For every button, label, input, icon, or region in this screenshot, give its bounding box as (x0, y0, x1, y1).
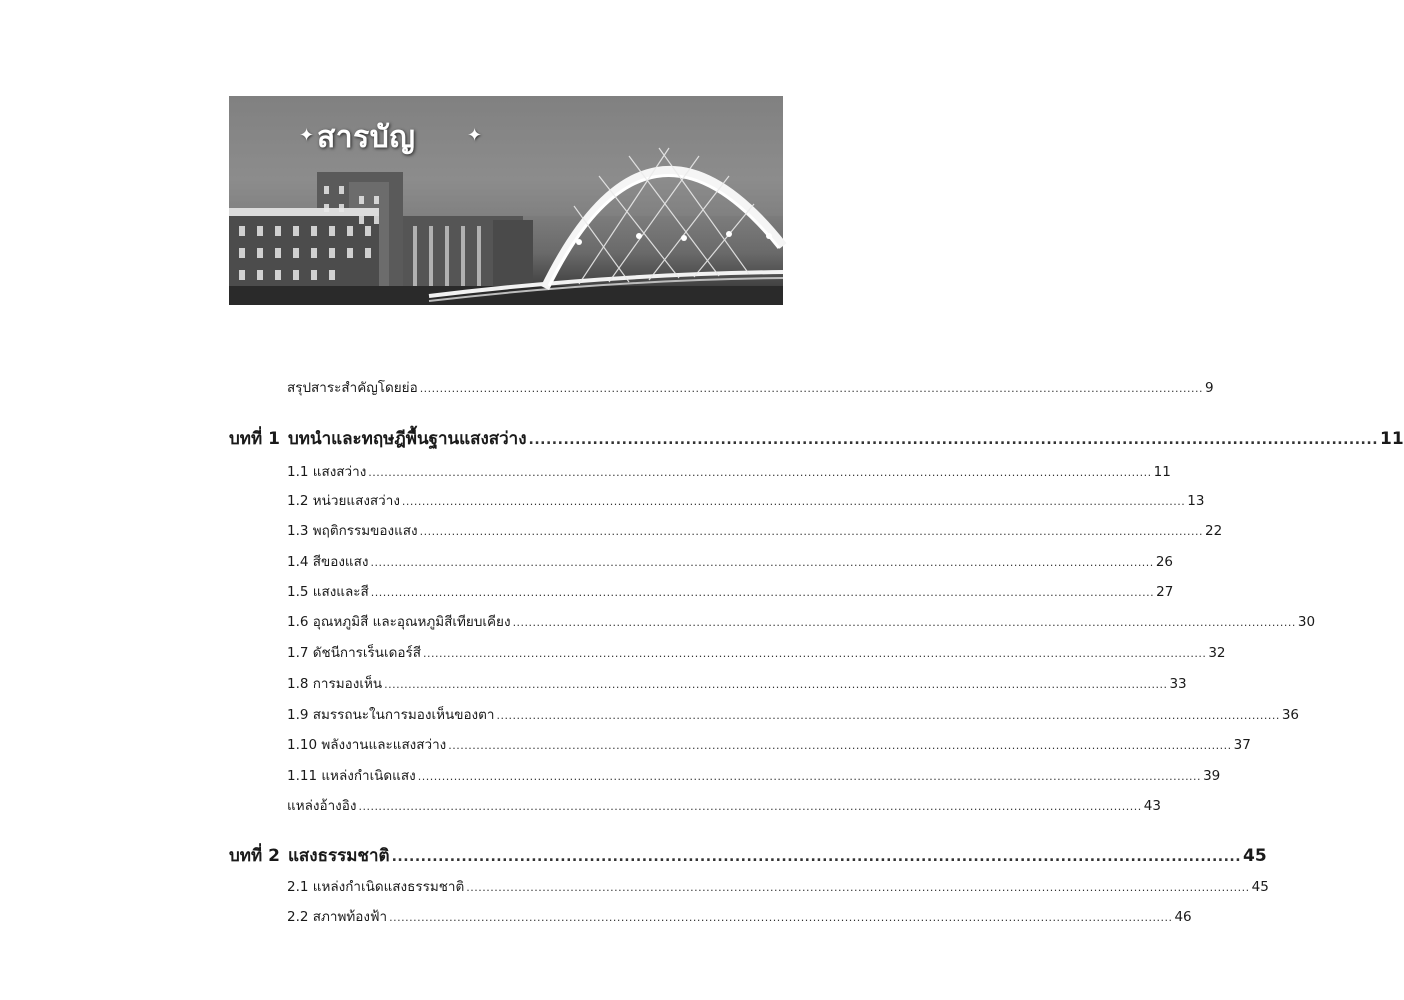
dot-leader: .................................................................................................................................................................................................... (419, 382, 1204, 395)
toc-entry-page: 37 (1233, 737, 1251, 753)
toc-entry-label: 1.4 สีของแสง (287, 554, 369, 570)
chapter-number: บทที่ 2 (229, 846, 280, 866)
toc-entry-label: 1.1 แสงสว่าง (287, 464, 367, 480)
chapter-page: 11 (1380, 429, 1404, 449)
toc-entry[interactable] (287, 672, 1187, 694)
chapter-page: 45 (1243, 846, 1267, 866)
toc-entry[interactable] (287, 875, 1269, 897)
toc-entry-label: 1.3 พฤติกรรมของแสง (287, 523, 418, 539)
banner (229, 96, 783, 305)
toc-entry-label: แหล่งอ้างอิง (287, 798, 357, 814)
toc-entry-label: 1.8 การมองเห็น (287, 676, 383, 692)
toc-entry[interactable] (287, 641, 1226, 663)
toc-entry[interactable] (287, 794, 1161, 816)
page-title: สารบัญ (317, 120, 416, 155)
dot-leader: .................................................................................................................................................................................................... (466, 881, 1250, 894)
toc-entry[interactable] (287, 764, 1221, 786)
chapter-heading (229, 425, 527, 452)
toc-entry-page: 30 (1297, 614, 1316, 630)
dot-leader: .................................................................................................................................................................................................... (389, 911, 1173, 924)
dot-leader: .................................................................................................................................................. (391, 849, 1242, 865)
toc-chapter-1[interactable] (229, 425, 1404, 452)
toc-entry-label: สรุปสาระสำคัญโดยย่อ (287, 380, 418, 396)
dot-leader: .................................................................................................................................................................................................... (384, 678, 1168, 691)
toc-entry[interactable] (287, 460, 1171, 482)
dot-leader: .................................................................................................................................................................................................... (370, 586, 1155, 599)
toc-entry-label: 1.10 พลังงานและแสงสว่าง (287, 737, 447, 753)
toc-entry-label: 1.6 อุณหภูมิสี และอุณหภูมิสีเทียบเคียง (287, 614, 511, 630)
dot-leader: .................................................................................................................................................................................................... (423, 647, 1207, 660)
chapter-number: บทที่ 1 (229, 429, 280, 449)
chapter-heading (229, 842, 390, 869)
toc-entry[interactable] (287, 550, 1173, 572)
dot-leader: .................................................................................................................................................................................................... (370, 556, 1154, 569)
sparkle-icon: ✦ (467, 125, 483, 146)
toc-entry-page: 43 (1143, 798, 1161, 814)
toc-entry-page: 46 (1174, 909, 1192, 925)
toc-entry-page: 9 (1205, 380, 1214, 396)
dot-leader: .................................................................................................................................................................................................... (401, 495, 1186, 508)
toc-entry[interactable] (287, 733, 1251, 755)
toc-entry-label: 2.2 สภาพท้องฟ้า (287, 909, 388, 925)
toc-entry[interactable] (287, 905, 1192, 927)
chapter-title: แสงธรรมชาติ (287, 846, 390, 866)
toc-entry-label: 1.7 ดัชนีการเร็นเดอร์สี (287, 645, 421, 661)
toc-entry-page: 45 (1251, 879, 1269, 895)
dot-leader: .................................................................................................................................................................................................... (448, 739, 1232, 752)
toc-entry-label: 1.9 สมรรถนะในการมองเห็นของตา (287, 707, 495, 723)
dot-leader: .................................................................................................................................................................................................... (496, 709, 1280, 722)
toc-chapter-2[interactable] (229, 842, 1267, 869)
toc-entry-page: 39 (1203, 768, 1221, 784)
chapter-title: บทนำและทฤษฎีพื้นฐานแสงสว่าง (287, 429, 527, 449)
dot-leader: .................................................................................................................................................. (528, 432, 1379, 448)
sparkle-icon: ✦ (299, 125, 315, 146)
toc-entry[interactable] (287, 703, 1300, 725)
toc-entry-page: 32 (1208, 645, 1226, 661)
toc-entry-label: 2.1 แหล่งกำเนิดแสงธรรมชาติ (287, 879, 465, 895)
toc-entry[interactable] (287, 489, 1205, 511)
toc-entry-page: 13 (1187, 493, 1205, 509)
toc-entry-label: 1.2 หน่วยแสงสว่าง (287, 493, 400, 509)
dot-leader: .................................................................................................................................................................................................... (417, 770, 1202, 783)
dot-leader: .................................................................................................................................................................................................... (419, 525, 1203, 538)
toc-entry-summary[interactable] (287, 376, 1214, 398)
toc-entry-page: 33 (1169, 676, 1187, 692)
toc-entry-page: 36 (1281, 707, 1300, 723)
dot-leader: .................................................................................................................................................................................................... (368, 466, 1152, 479)
toc-entry-page: 11 (1153, 464, 1171, 480)
dot-leader: .................................................................................................................................................................................................... (512, 616, 1296, 629)
toc-entry[interactable] (287, 519, 1223, 541)
toc-entry[interactable] (287, 610, 1316, 632)
toc-entry-page: 26 (1155, 554, 1173, 570)
toc-entry-page: 27 (1156, 584, 1174, 600)
toc-entry[interactable] (287, 580, 1174, 602)
dot-leader: .................................................................................................................................................................................................... (358, 800, 1142, 813)
toc-entry-label: 1.11 แหล่งกำเนิดแสง (287, 768, 416, 784)
toc-entry-page: 22 (1204, 523, 1223, 539)
toc-entry-label: 1.5 แสงและสี (287, 584, 369, 600)
